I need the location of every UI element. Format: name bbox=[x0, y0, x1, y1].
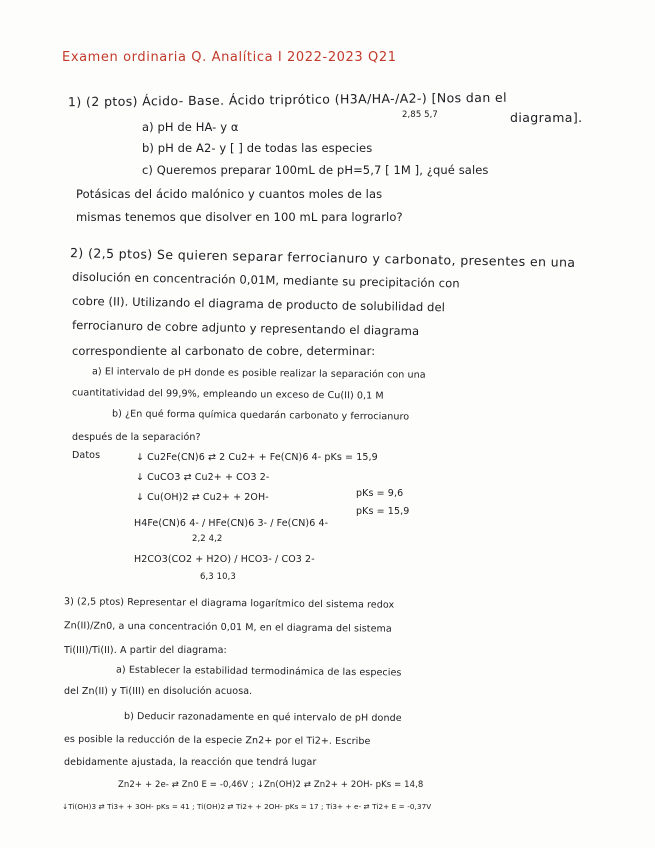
question-2-line-3: cobre (II). Utilizando el diagrama de producto de solubilidad del bbox=[71, 293, 446, 315]
question-2-data-label: Datos bbox=[72, 450, 101, 461]
question-1b: b) pH de A2- y [ ] de todas las especies bbox=[142, 141, 373, 155]
question-3a-line-1: a) Establecer la estabilidad termodinámica de las especies bbox=[115, 664, 402, 679]
question-3-line-3: Ti(III)/Ti(II). A partir del diagrama: bbox=[64, 645, 227, 656]
question-3-line-2: Zn(II)/Zn0, a una concentración 0,01 M, en el diagrama del sistema bbox=[63, 620, 392, 635]
question-2b-line-1: b) ¿En qué forma química quedarán carbonato y ferrocianuro bbox=[111, 408, 410, 423]
question-1c-line-2: Potásicas del ácido malónico y cuantos moles de las bbox=[76, 187, 383, 201]
question-2-line-4: ferrocianuro de cobre adjunto y representando el diagrama bbox=[71, 317, 420, 339]
question-1-statement: 1) (2 ptos) Ácido- Base. Ácido triprótico (H3A/HA-/A2-) [Nos dan el bbox=[67, 89, 508, 110]
question-3-data-titanium: ↓Ti(OH)3 ⇄ Ti3+ + 3OH- pKs = 41 ; Ti(OH)2 ⇄ Ti2+ + 2OH- pKs = 17 ; Ti3+ + e- ⇄ Ti2+ E = -0,37V bbox=[62, 802, 432, 811]
question-2-data-hydroxide-equilibrium: ↓ Cu(OH)2 ⇄ Cu2+ + 2OH- bbox=[136, 492, 269, 503]
question-2-line-1: 2) (2,5 ptos) Se quieren separar ferrocianuro y carbonato, presentes en una bbox=[69, 245, 576, 270]
question-2-data-carbonate-equilibrium: ↓ CuCO3 ⇄ Cu2+ + CO3 2- bbox=[136, 472, 270, 483]
question-2a-line-1: a) El intervalo de pH donde es posible realizar la separación con una bbox=[91, 366, 426, 381]
question-2-data-ferrocyanide-pka: 2,2 4,2 bbox=[192, 534, 223, 544]
question-2-data-ferrocyanide-equilibrium: ↓ Cu2Fe(CN)6 ⇄ 2 Cu2+ + Fe(CN)6 4- pKs = 15,9 bbox=[136, 452, 378, 463]
question-3b-line-1: b) Deducir razonadamente en qué intervalo de pH donde bbox=[123, 711, 402, 724]
question-3b-line-3: debidamente ajustada, la reacción que tendrá lugar bbox=[64, 757, 317, 768]
question-2-data-carbonate-pka: 6,3 10,3 bbox=[200, 572, 236, 582]
question-2-line-5: correspondiente al carbonato de cobre, determinar: bbox=[72, 344, 376, 358]
question-1-pka-values: 2,85 5,7 bbox=[402, 110, 438, 120]
question-1c-line-1: c) Queremos preparar 100mL de pH=5,7 [ 1M ], ¿qué sales bbox=[142, 163, 489, 177]
question-3b-line-2: es posible la reducción de la especie Zn2+ por el Ti2+. Escribe bbox=[63, 733, 371, 748]
question-2-data-pks-hydroxide: pKs = 15,9 bbox=[356, 506, 410, 517]
question-1-statement-tail: diagrama]. bbox=[510, 110, 583, 125]
question-1a: a) pH de HA- y α bbox=[142, 120, 239, 134]
question-3-data-zinc: Zn2+ + 2e- ⇄ Zn0 E = -0,46V ; ↓Zn(OH)2 ⇄ Zn2+ + 2OH- pKs = 14,8 bbox=[118, 780, 424, 790]
question-2-line-2: disolución en concentración 0,01M, mediante su precipitación con bbox=[71, 269, 460, 291]
question-2b-line-2: después de la separación? bbox=[72, 432, 201, 443]
question-2a-line-2: cuantitatividad del 99,9%, empleando un exceso de Cu(II) 0,1 M bbox=[71, 387, 384, 402]
question-1c-line-3: mismas tenemos que disolver en 100 mL para lograrlo? bbox=[76, 210, 403, 224]
question-3-line-1: 3) (2,5 ptos) Representar el diagrama logarítmico del sistema redox bbox=[63, 596, 395, 611]
question-2-data-ferrocyanide-acid-system: H4Fe(CN)6 4- / HFe(CN)6 3- / Fe(CN)6 4- bbox=[134, 518, 329, 529]
question-2-data-pks-carbonate: pKs = 9,6 bbox=[356, 488, 404, 499]
question-2-data-carbonate-acid-system: H2CO3(CO2 + H2O) / HCO3- / CO3 2- bbox=[134, 554, 315, 565]
question-3a-line-2: del Zn(II) y Ti(III) en disolución acuosa. bbox=[64, 686, 253, 697]
exam-title: Examen ordinaria Q. Analítica I 2022-2023 Q21 bbox=[62, 50, 397, 65]
